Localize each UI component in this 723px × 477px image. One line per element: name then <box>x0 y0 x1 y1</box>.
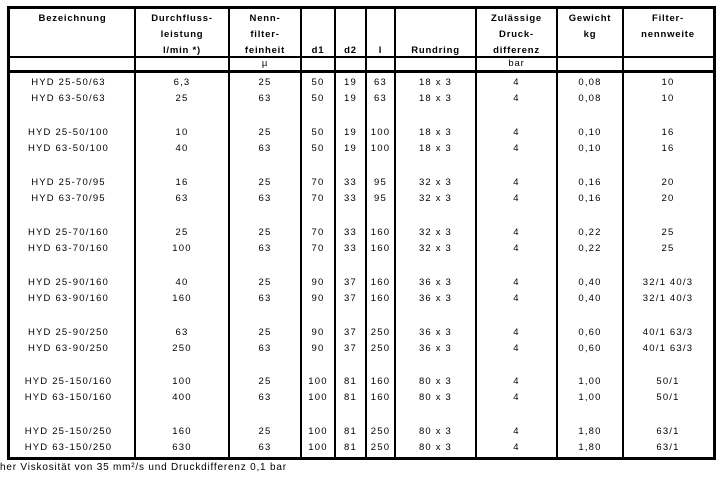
cell-bezeichnung: HYD 63-70/95 <box>31 192 106 204</box>
cell-l: 160 <box>370 376 391 388</box>
cell-d2: 19 <box>344 93 357 104</box>
cell-nennfilter: 25 <box>258 276 272 288</box>
cell-gewicht: 0,22 <box>578 226 602 238</box>
cell-bezeichnung: HYD 25-50/63 <box>31 77 106 88</box>
cell-rundring: 36 x 3 <box>418 292 453 304</box>
cell-durchfluss: 63 <box>175 326 189 338</box>
cell-gewicht: 0,40 <box>578 276 602 288</box>
cell-bezeichnung: HYD 25-150/160 <box>24 376 113 388</box>
header-durchfluss: leistung <box>160 29 204 40</box>
cell-filternennweite: 25 <box>661 226 675 238</box>
cell-durchfluss: 16 <box>175 176 189 188</box>
cell-d1: 50 <box>311 126 325 138</box>
cell-nennfilter: 25 <box>258 326 272 338</box>
cell-bezeichnung: HYD 25-70/95 <box>31 176 106 188</box>
cell-d1: 70 <box>311 226 325 238</box>
cell-durchfluss: 40 <box>175 276 189 288</box>
cell-gewicht: 0,08 <box>578 77 602 88</box>
cell-d1: 90 <box>311 342 325 354</box>
cell-druckdifferenz: 4 <box>513 392 520 404</box>
header-durchfluss: Durchfluss- <box>151 13 213 24</box>
cell-l: 95 <box>374 192 387 204</box>
cell-d2: 19 <box>344 126 357 138</box>
cell-nennfilter: 25 <box>258 176 272 188</box>
header-gewicht: Gewicht <box>568 13 612 24</box>
cell-gewicht: 0,08 <box>578 93 602 104</box>
cell-druckdifferenz: 4 <box>513 242 520 254</box>
cell-nennfilter: 63 <box>258 392 272 404</box>
cell-gewicht: 1,00 <box>578 376 602 388</box>
cell-durchfluss: 400 <box>172 392 192 404</box>
cell-gewicht: 0,60 <box>578 342 602 354</box>
cell-durchfluss: 25 <box>175 226 189 238</box>
cell-bezeichnung: HYD 63-150/160 <box>24 392 113 404</box>
cell-durchfluss: 63 <box>175 192 189 204</box>
cell-d2: 33 <box>344 176 357 188</box>
header-nennfilter: feinheit <box>244 45 286 56</box>
cell-l: 160 <box>370 392 391 404</box>
header-druckdifferenz: differenz <box>493 45 540 56</box>
cell-rundring: 18 x 3 <box>418 126 453 138</box>
cell-gewicht: 0,16 <box>578 192 602 204</box>
cell-l: 63 <box>374 77 387 88</box>
cell-filternennweite: 40/1 63/3 <box>642 342 694 354</box>
cell-bezeichnung: HYD 63-90/160 <box>27 292 110 304</box>
cell-filternennweite: 10 <box>661 77 675 88</box>
cell-d2: 37 <box>344 326 357 338</box>
cell-nennfilter: 63 <box>258 192 272 204</box>
cell-filternennweite: 20 <box>661 192 675 204</box>
header-d1: d1 <box>311 45 325 56</box>
cell-gewicht: 0,40 <box>578 292 602 304</box>
cell-gewicht: 1,80 <box>578 442 602 454</box>
cell-gewicht: 1,80 <box>578 426 602 438</box>
header-d2: d2 <box>344 45 357 56</box>
cell-l: 250 <box>370 326 391 338</box>
cell-bezeichnung: HYD 25-70/160 <box>27 226 110 238</box>
cell-bezeichnung: HYD 63-150/250 <box>24 442 113 454</box>
cell-d1: 100 <box>308 426 328 438</box>
cell-bezeichnung: HYD 25-50/100 <box>27 126 110 138</box>
cell-nennfilter: 25 <box>258 426 272 438</box>
cell-druckdifferenz: 4 <box>513 442 520 454</box>
cell-filternennweite: 16 <box>661 142 675 154</box>
cell-rundring: 80 x 3 <box>418 392 453 404</box>
cell-l: 160 <box>370 292 391 304</box>
cell-durchfluss: 25 <box>175 93 189 104</box>
cell-druckdifferenz: 4 <box>513 93 520 104</box>
header-filternennweite: Filter- <box>652 13 684 24</box>
cell-druckdifferenz: 4 <box>513 376 520 388</box>
cell-nennfilter: 25 <box>258 126 272 138</box>
cell-d2: 19 <box>344 142 357 154</box>
cell-d1: 100 <box>308 442 328 454</box>
cell-d1: 70 <box>311 176 325 188</box>
header-druckdifferenz: Zulässige <box>490 13 543 24</box>
cell-rundring: 36 x 3 <box>418 276 453 288</box>
cell-rundring: 80 x 3 <box>418 442 453 454</box>
cell-druckdifferenz: 4 <box>513 192 520 204</box>
cell-d2: 37 <box>344 342 357 354</box>
cell-filternennweite: 63/1 <box>656 442 680 454</box>
cell-filternennweite: 63/1 <box>656 426 680 438</box>
cell-nennfilter: 63 <box>258 292 272 304</box>
header-filternennweite: nennweite <box>641 29 695 40</box>
header-druckdifferenz: Druck- <box>499 29 534 40</box>
unit-druckdifferenz: bar <box>508 58 525 69</box>
cell-d1: 90 <box>311 276 325 288</box>
cell-filternennweite: 25 <box>661 242 675 254</box>
cell-d2: 33 <box>344 192 357 204</box>
cell-druckdifferenz: 4 <box>513 276 520 288</box>
cell-durchfluss: 10 <box>175 126 189 138</box>
cell-druckdifferenz: 4 <box>513 292 520 304</box>
cell-rundring: 32 x 3 <box>418 226 453 238</box>
cell-l: 100 <box>370 126 391 138</box>
unit-nennfilter: µ <box>261 58 269 69</box>
cell-l: 250 <box>370 442 391 454</box>
cell-nennfilter: 63 <box>258 142 272 154</box>
cell-filternennweite: 32/1 40/3 <box>642 276 694 288</box>
cell-rundring: 18 x 3 <box>418 93 453 104</box>
cell-gewicht: 1,00 <box>578 392 602 404</box>
cell-d2: 37 <box>344 292 357 304</box>
cell-d1: 90 <box>311 292 325 304</box>
cell-d2: 33 <box>344 226 357 238</box>
cell-gewicht: 0,16 <box>578 176 602 188</box>
cell-rundring: 18 x 3 <box>418 142 453 154</box>
cell-durchfluss: 40 <box>175 142 189 154</box>
cell-d1: 100 <box>308 376 328 388</box>
cell-rundring: 80 x 3 <box>418 376 453 388</box>
cell-nennfilter: 25 <box>258 376 272 388</box>
cell-bezeichnung: HYD 63-50/100 <box>27 142 110 154</box>
header-l: l <box>378 45 383 56</box>
cell-bezeichnung: HYD 63-70/160 <box>27 242 110 254</box>
cell-filternennweite: 16 <box>661 126 675 138</box>
cell-l: 63 <box>374 93 387 104</box>
cell-d1: 50 <box>311 142 325 154</box>
cell-rundring: 18 x 3 <box>418 77 453 88</box>
cell-l: 250 <box>370 426 391 438</box>
cell-bezeichnung: HYD 25-90/160 <box>27 276 110 288</box>
header-gewicht: kg <box>583 29 597 40</box>
footnote: her Viskosität von 35 mm²/s und Druckdifferenz 0,1 bar <box>0 462 287 473</box>
cell-d2: 33 <box>344 242 357 254</box>
cell-l: 95 <box>374 176 387 188</box>
cell-gewicht: 0,60 <box>578 326 602 338</box>
cell-gewicht: 0,10 <box>578 126 602 138</box>
cell-rundring: 36 x 3 <box>418 326 453 338</box>
cell-nennfilter: 63 <box>258 442 272 454</box>
cell-d1: 50 <box>311 77 325 88</box>
cell-druckdifferenz: 4 <box>513 77 520 88</box>
cell-filternennweite: 40/1 63/3 <box>642 326 694 338</box>
cell-d1: 50 <box>311 93 325 104</box>
cell-rundring: 32 x 3 <box>418 176 453 188</box>
cell-gewicht: 0,10 <box>578 142 602 154</box>
cell-d2: 81 <box>344 392 357 404</box>
cell-d2: 81 <box>344 442 357 454</box>
cell-l: 160 <box>370 242 391 254</box>
cell-rundring: 36 x 3 <box>418 342 453 354</box>
cell-durchfluss: 160 <box>172 292 192 304</box>
cell-druckdifferenz: 4 <box>513 142 520 154</box>
cell-gewicht: 0,22 <box>578 242 602 254</box>
cell-druckdifferenz: 4 <box>513 226 520 238</box>
cell-filternennweite: 10 <box>661 93 675 104</box>
data-table <box>7 6 716 460</box>
cell-d2: 19 <box>344 77 357 88</box>
header-bezeichnung: Bezeichnung <box>38 13 107 24</box>
cell-filternennweite: 32/1 40/3 <box>642 292 694 304</box>
cell-druckdifferenz: 4 <box>513 342 520 354</box>
cell-nennfilter: 25 <box>258 226 272 238</box>
cell-durchfluss: 100 <box>172 242 192 254</box>
cell-bezeichnung: HYD 25-90/250 <box>27 326 110 338</box>
cell-filternennweite: 20 <box>661 176 675 188</box>
cell-d1: 100 <box>308 392 328 404</box>
cell-d1: 70 <box>311 242 325 254</box>
cell-durchfluss: 250 <box>172 342 192 354</box>
cell-rundring: 32 x 3 <box>418 242 453 254</box>
cell-bezeichnung: HYD 63-50/63 <box>31 93 106 104</box>
cell-nennfilter: 63 <box>258 342 272 354</box>
cell-rundring: 80 x 3 <box>418 426 453 438</box>
cell-nennfilter: 63 <box>258 242 272 254</box>
cell-filternennweite: 50/1 <box>656 392 680 404</box>
cell-rundring: 32 x 3 <box>418 192 453 204</box>
cell-nennfilter: 25 <box>258 77 272 88</box>
cell-d2: 81 <box>344 426 357 438</box>
cell-bezeichnung: HYD 63-90/250 <box>27 342 110 354</box>
cell-l: 250 <box>370 342 391 354</box>
cell-d2: 81 <box>344 376 357 388</box>
header-rule <box>10 70 713 73</box>
cell-durchfluss: 100 <box>172 376 192 388</box>
cell-druckdifferenz: 4 <box>513 126 520 138</box>
cell-druckdifferenz: 4 <box>513 176 520 188</box>
cell-d2: 37 <box>344 276 357 288</box>
header-nennfilter: Nenn- <box>249 13 281 24</box>
header-rundring: Rundring <box>411 45 460 56</box>
header-durchfluss: l/min *) <box>162 45 202 56</box>
cell-durchfluss: 6,3 <box>173 77 191 88</box>
cell-d1: 90 <box>311 326 325 338</box>
cell-d1: 70 <box>311 192 325 204</box>
cell-durchfluss: 160 <box>172 426 192 438</box>
cell-nennfilter: 63 <box>258 93 272 104</box>
cell-filternennweite: 50/1 <box>656 376 680 388</box>
cell-bezeichnung: HYD 25-150/250 <box>24 426 113 438</box>
cell-l: 160 <box>370 226 391 238</box>
cell-durchfluss: 630 <box>172 442 192 454</box>
cell-druckdifferenz: 4 <box>513 426 520 438</box>
cell-l: 160 <box>370 276 391 288</box>
header-nennfilter: filter- <box>250 29 280 40</box>
cell-druckdifferenz: 4 <box>513 326 520 338</box>
cell-l: 100 <box>370 142 391 154</box>
